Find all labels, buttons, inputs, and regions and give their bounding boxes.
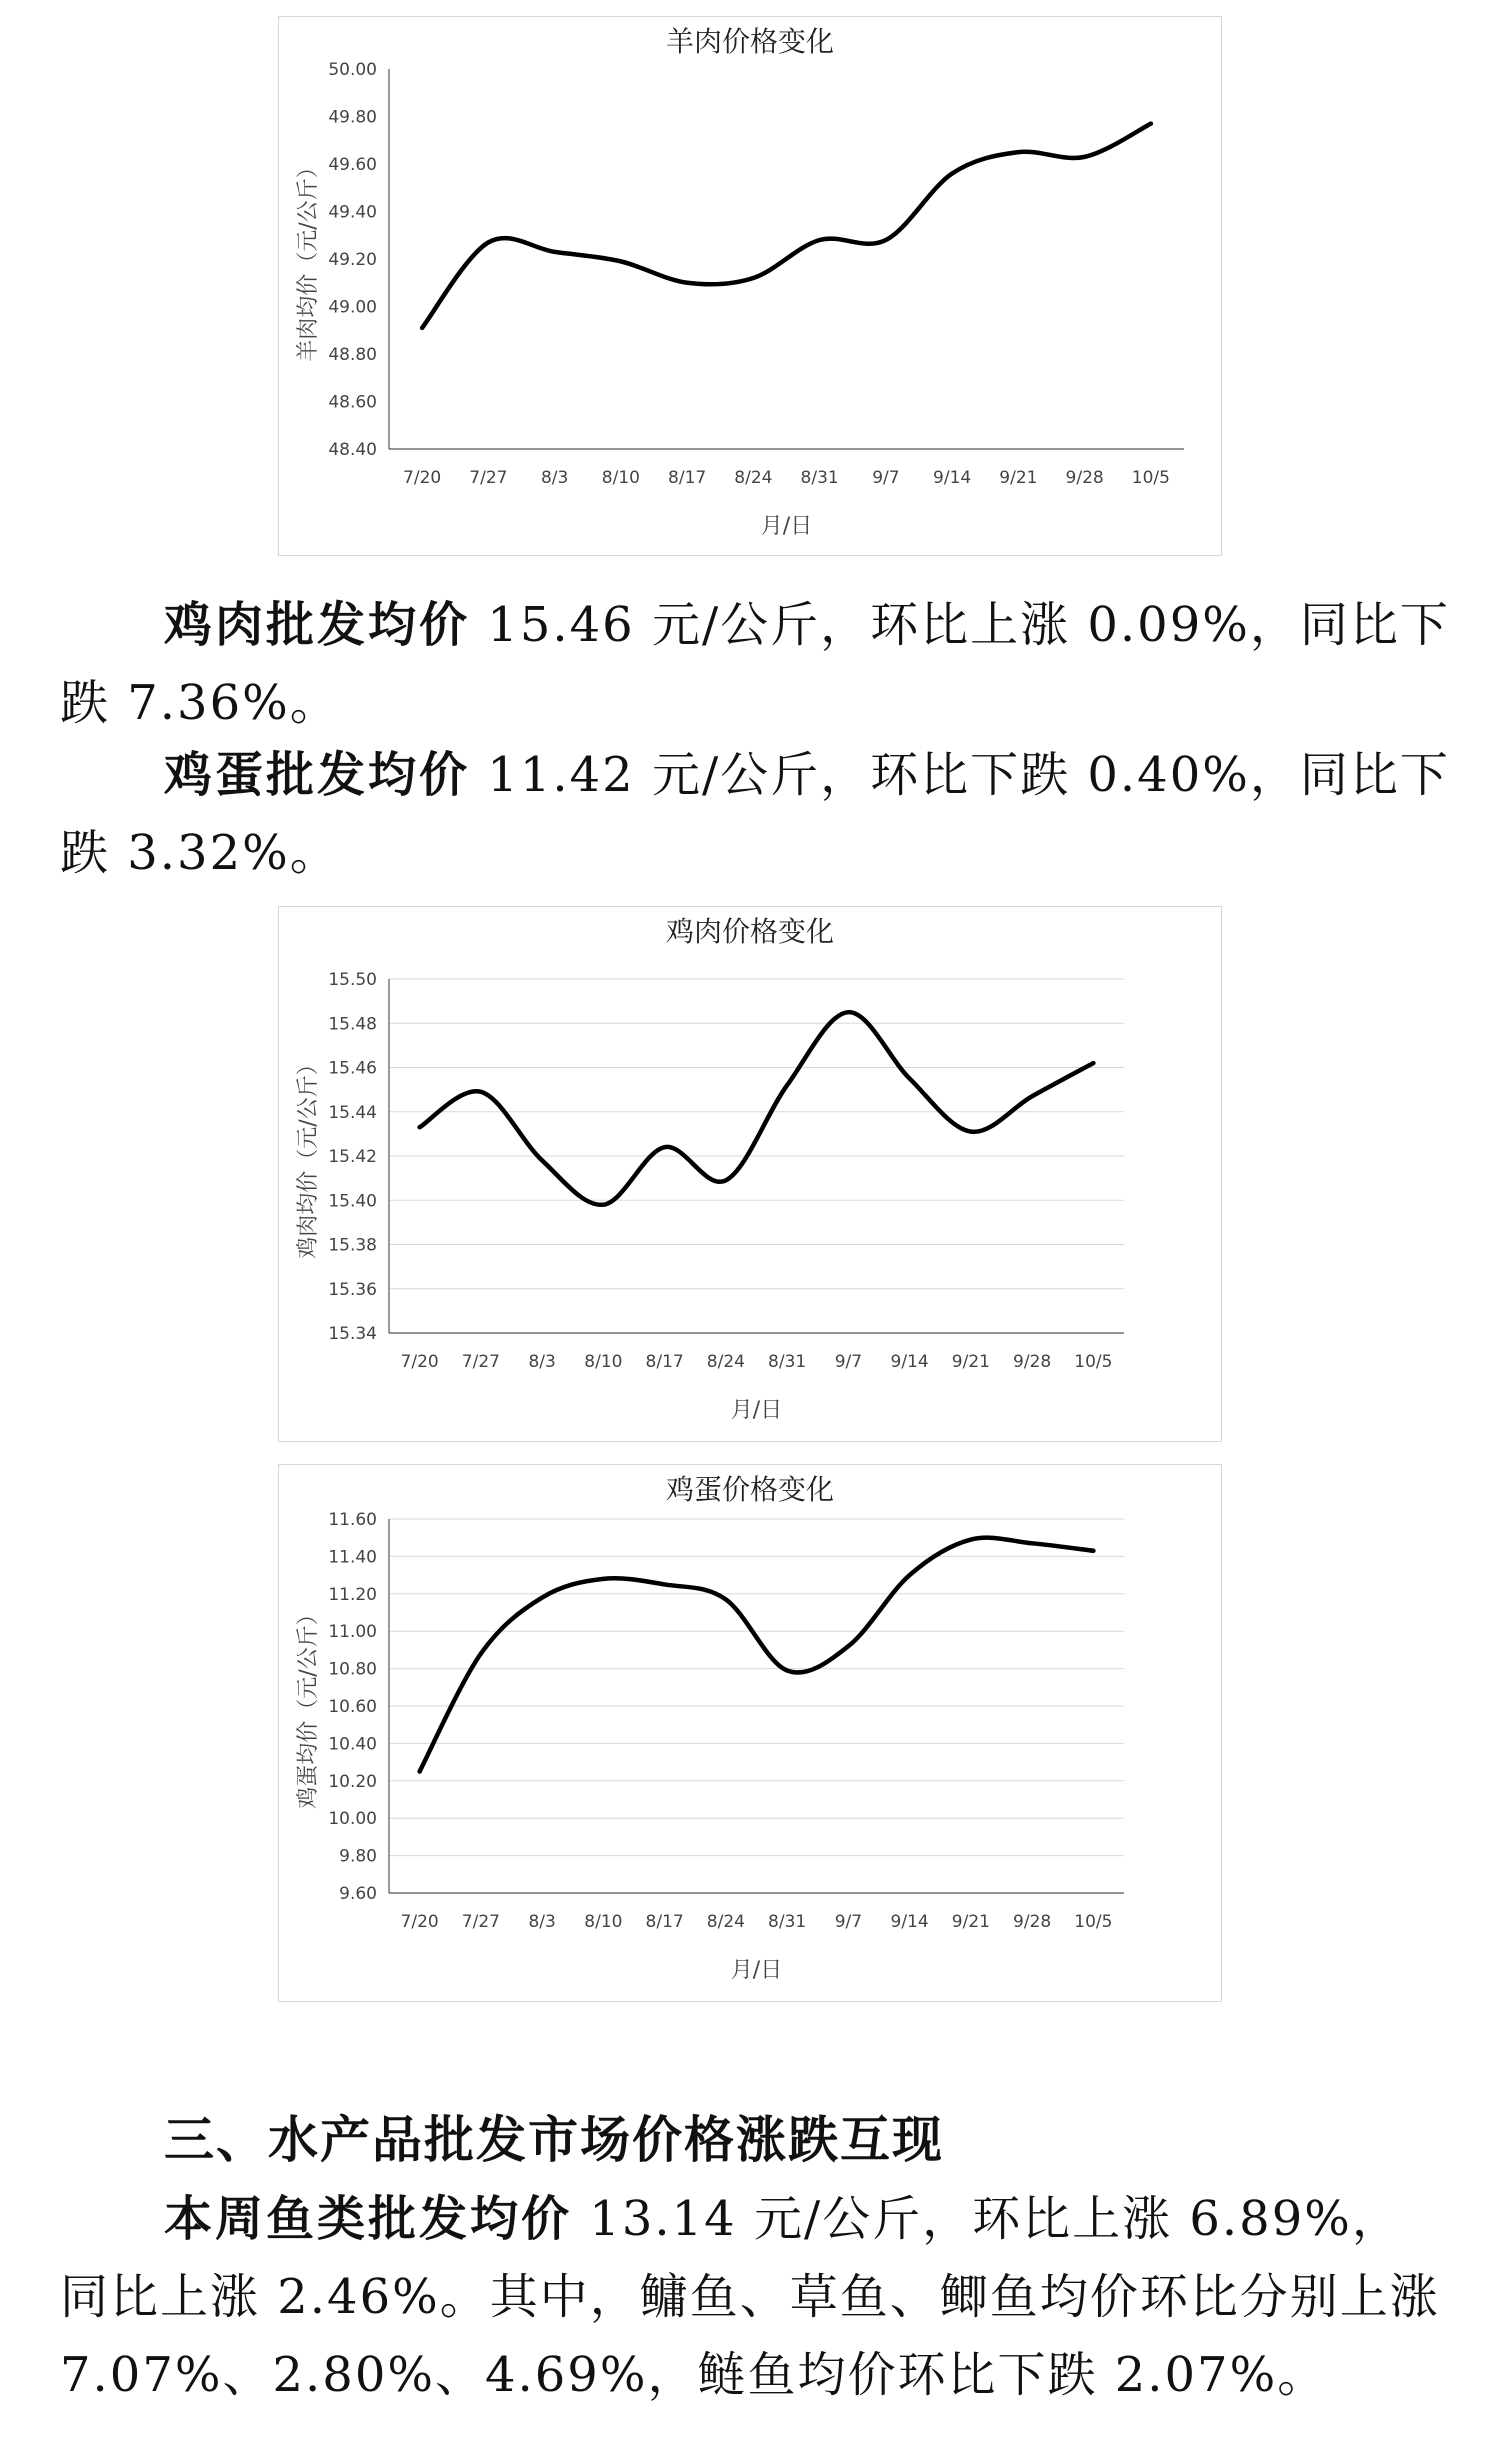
- data-point: [1149, 122, 1153, 126]
- chicken-price-text: 15.46 元/公斤，环比上涨 0.09%，同比下跌 7.36%。: [60, 597, 1450, 731]
- x-tick-label: 8/10: [584, 1352, 623, 1372]
- data-point: [1083, 155, 1087, 159]
- data-point: [1091, 1549, 1095, 1553]
- data-point: [479, 1090, 483, 1094]
- x-tick-label: 7/27: [461, 1912, 500, 1932]
- mutton-chart-svg: [279, 17, 1221, 555]
- data-point: [486, 240, 490, 244]
- data-point: [1030, 1541, 1034, 1545]
- x-tick-label: 8/17: [668, 468, 707, 488]
- y-tick-label: 15.48: [328, 1014, 377, 1035]
- x-tick-label: 10/5: [1131, 468, 1170, 488]
- y-tick-label: 15.34: [328, 1324, 377, 1344]
- y-tick-label: 9.60: [339, 1884, 377, 1904]
- data-point: [1091, 1061, 1095, 1065]
- fish-price-label: 本周鱼类批发均价: [164, 2191, 573, 2247]
- y-tick-label: 10.00: [328, 1809, 377, 1830]
- x-tick-label: 9/28: [1013, 1352, 1052, 1372]
- data-point: [884, 238, 888, 242]
- data-point: [418, 1125, 422, 1129]
- y-tick-label: 48.60: [328, 392, 377, 413]
- data-point: [601, 1577, 605, 1581]
- y-tick-label: 49.80: [328, 107, 377, 128]
- x-tick-label: 9/21: [999, 468, 1038, 488]
- x-tick-label: 8/3: [528, 1352, 556, 1372]
- x-tick-label: 9/21: [951, 1912, 990, 1932]
- y-tick-label: 10.80: [328, 1659, 377, 1680]
- y-tick-label: 49.60: [328, 155, 377, 175]
- data-point: [950, 172, 954, 176]
- y-tick-label: 11.60: [328, 1510, 377, 1530]
- data-point: [663, 1145, 667, 1149]
- data-point: [540, 1596, 544, 1600]
- data-point: [818, 238, 822, 242]
- x-tick-label: 9/7: [834, 1352, 863, 1372]
- data-point: [418, 1769, 422, 1773]
- x-tick-label: 9/14: [890, 1352, 929, 1372]
- y-tick-label: 49.20: [328, 250, 377, 270]
- x-axis-label: 月/日: [730, 1398, 783, 1423]
- y-tick-label: 50.00: [328, 60, 377, 80]
- chicken-price-paragraph: [60, 586, 1450, 742]
- x-tick-label: 8/3: [540, 468, 569, 488]
- x-tick-label: 9/14: [890, 1912, 929, 1932]
- x-axis-label: 月/日: [760, 514, 813, 539]
- x-tick-label: 9/7: [834, 1912, 863, 1932]
- y-axis-label: 鸡蛋均价（元/公斤）: [296, 1603, 321, 1809]
- x-tick-label: 8/10: [601, 468, 640, 488]
- data-point: [724, 1597, 728, 1601]
- y-tick-label: 15.46: [328, 1058, 377, 1079]
- y-tick-label: 11.40: [328, 1547, 377, 1568]
- x-tick-label: 8/31: [768, 1352, 807, 1372]
- y-tick-label: 15.44: [328, 1102, 377, 1123]
- x-tick-label: 7/20: [400, 1912, 439, 1932]
- y-tick-label: 10.20: [328, 1771, 377, 1792]
- data-point: [663, 1582, 667, 1586]
- y-tick-label: 49.40: [328, 202, 377, 223]
- data-point: [846, 1010, 850, 1014]
- chart-title: 羊肉价格变化: [665, 25, 835, 58]
- egg-price-text: 11.42 元/公斤，环比下跌 0.40%，同比下跌 3.32%。: [60, 747, 1450, 881]
- y-tick-label: 15.40: [328, 1191, 377, 1212]
- chart-title: 鸡蛋价格变化: [665, 1473, 835, 1506]
- x-tick-label: 9/28: [1065, 468, 1104, 488]
- data-point: [785, 1668, 789, 1672]
- x-tick-label: 7/20: [403, 468, 442, 488]
- x-tick-label: 8/17: [645, 1912, 684, 1932]
- y-tick-label: 11.20: [328, 1584, 377, 1605]
- x-tick-label: 8/3: [528, 1912, 556, 1932]
- x-tick-label: 9/14: [933, 468, 972, 488]
- x-axis-label: 月/日: [730, 1958, 783, 1983]
- data-point: [908, 1077, 912, 1081]
- y-tick-label: 15.42: [328, 1147, 377, 1167]
- egg-price-chart: [278, 1464, 1222, 2002]
- egg-chart-svg: [279, 1465, 1221, 2001]
- x-tick-label: 8/24: [734, 468, 773, 488]
- x-tick-label: 7/20: [400, 1352, 439, 1372]
- y-tick-label: 48.40: [328, 440, 377, 460]
- mutton-price-chart: [278, 16, 1222, 556]
- fish-price-text: 13.14 元/公斤，环比上涨 6.89%，同比上涨 2.46%。其中，鳙鱼、草鱼、鲫鱼均价环比分别上涨 7.07%、2.80%、4.69%，鲢鱼均价环比下跌 2.07%。: [60, 2191, 1440, 2403]
- data-point: [479, 1652, 483, 1656]
- x-tick-label: 10/5: [1074, 1352, 1113, 1372]
- data-point: [540, 1158, 544, 1162]
- x-tick-label: 9/21: [951, 1352, 990, 1372]
- data-point: [420, 326, 424, 330]
- y-tick-label: 49.00: [328, 297, 377, 318]
- chicken-chart-svg: [279, 907, 1221, 1441]
- x-tick-label: 7/27: [461, 1352, 500, 1372]
- y-tick-label: 9.80: [339, 1846, 377, 1867]
- data-point: [724, 1178, 728, 1182]
- data-point: [969, 1130, 973, 1134]
- y-tick-label: 10.60: [328, 1697, 377, 1717]
- series-line: [420, 1538, 1094, 1772]
- x-tick-label: 7/27: [469, 468, 508, 488]
- section-heading: 三、水产品批发市场价格涨跌互现: [164, 2111, 944, 2169]
- series-line: [420, 1012, 1094, 1205]
- chart-title: 鸡肉价格变化: [665, 915, 835, 948]
- data-point: [785, 1083, 789, 1087]
- y-axis-label: 羊肉均价（元/公斤）: [296, 156, 321, 362]
- x-tick-label: 10/5: [1074, 1912, 1113, 1932]
- data-point: [751, 276, 755, 280]
- series-line: [422, 124, 1151, 328]
- x-tick-label: 9/7: [872, 468, 900, 488]
- data-point: [1030, 1094, 1034, 1098]
- x-tick-label: 8/10: [584, 1912, 623, 1932]
- y-tick-label: 15.38: [328, 1235, 377, 1256]
- egg-price-paragraph: [60, 736, 1450, 892]
- x-tick-label: 8/31: [800, 468, 839, 488]
- y-tick-label: 48.80: [328, 345, 377, 365]
- y-tick-label: 11.00: [328, 1622, 377, 1643]
- x-tick-label: 8/24: [706, 1912, 745, 1932]
- egg-price-label: 鸡蛋批发均价: [164, 747, 471, 803]
- data-point: [685, 281, 689, 285]
- data-point: [553, 250, 557, 254]
- y-axis-label: 鸡肉均价（元/公斤）: [296, 1053, 321, 1259]
- data-point: [969, 1538, 973, 1542]
- chicken-price-chart: [278, 906, 1222, 1442]
- fish-price-paragraph: [60, 2180, 1450, 2414]
- y-tick-label: 10.40: [328, 1734, 377, 1755]
- x-tick-label: 8/24: [706, 1352, 745, 1372]
- data-point: [619, 259, 623, 263]
- x-tick-label: 9/28: [1013, 1912, 1052, 1932]
- data-point: [846, 1644, 850, 1648]
- x-tick-label: 8/31: [768, 1912, 807, 1932]
- y-tick-label: 15.50: [328, 970, 377, 990]
- data-point: [1016, 150, 1020, 154]
- x-tick-label: 8/17: [645, 1352, 684, 1372]
- y-tick-label: 15.36: [328, 1279, 377, 1300]
- data-point: [908, 1573, 912, 1577]
- chicken-price-label: 鸡肉批发均价: [164, 597, 471, 653]
- data-point: [601, 1203, 605, 1207]
